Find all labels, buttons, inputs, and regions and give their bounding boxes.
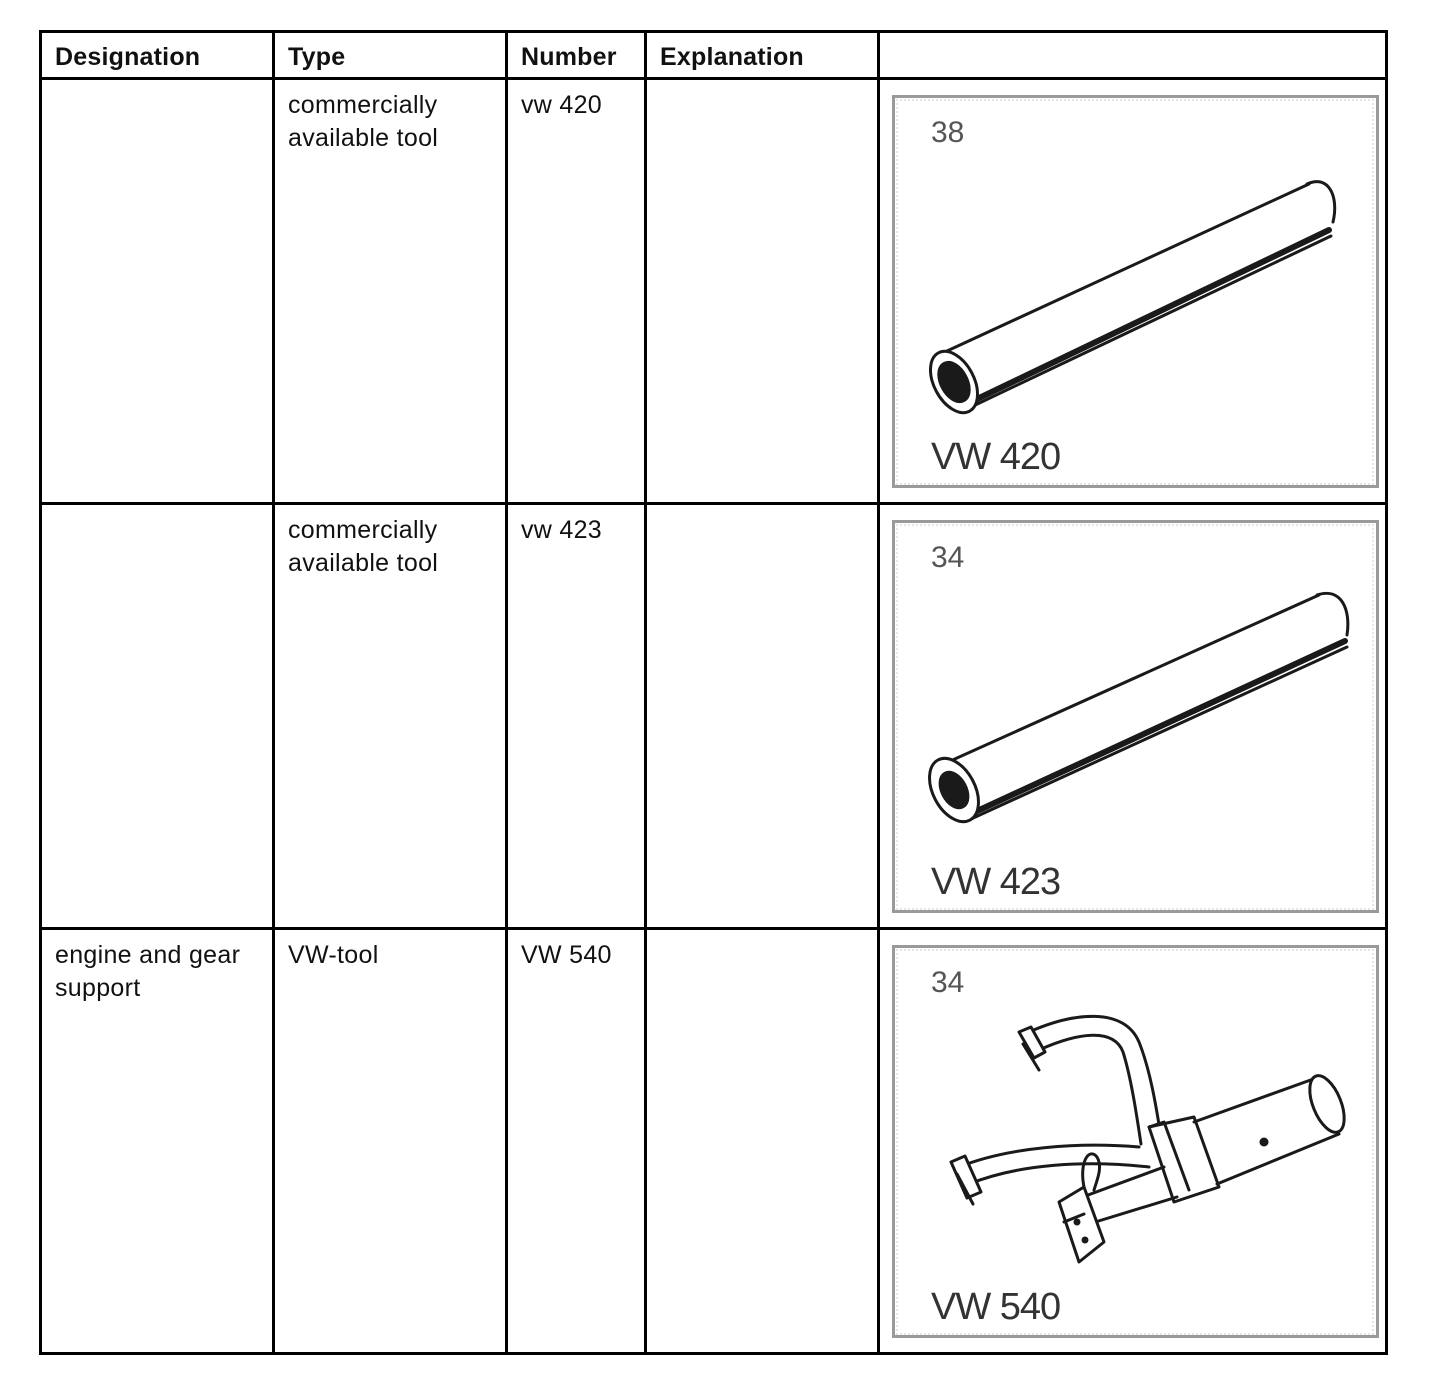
header-image [879,32,1387,79]
cell-number: vw 423 [507,504,646,929]
cell-image [879,929,1387,1354]
illustration-caption: VW 540 [931,1286,1061,1328]
cell-designation [41,504,274,929]
cell-designation [41,79,274,504]
table-row [41,504,1387,929]
cell-explanation [646,929,879,1354]
cell-type: commercially available tool [274,504,507,929]
header-number: Number [507,32,646,79]
cell-number: VW 540 [507,929,646,1354]
illustration-number: 34 [931,541,965,574]
table-row [41,929,1387,1354]
cell-designation: engine and gear support [41,929,274,1354]
cell-number: vw 420 [507,79,646,504]
cell-type: VW-tool [274,929,507,1354]
illustration-number: 38 [931,116,965,149]
header-explanation: Explanation [646,32,879,79]
tube-tool-icon [899,527,1378,912]
cell-type: commercially available tool [274,79,507,504]
tools-table [39,30,1388,1355]
header-designation: Designation [41,32,274,79]
header-type: Type [274,32,507,79]
illustration-number: 34 [931,966,965,999]
cell-explanation [646,79,879,504]
cell-explanation [646,504,879,929]
illustration-caption: VW 423 [931,861,1061,903]
engine-gear-support-icon [899,952,1378,1337]
tool-illustration [892,520,1379,913]
tool-illustration [892,95,1379,488]
cell-image [879,79,1387,504]
tube-tool-icon [899,102,1378,487]
tool-illustration [892,945,1379,1338]
table-header-row [41,32,1387,79]
illustration-caption: VW 420 [931,436,1061,478]
table-row [41,79,1387,504]
cell-image [879,504,1387,929]
